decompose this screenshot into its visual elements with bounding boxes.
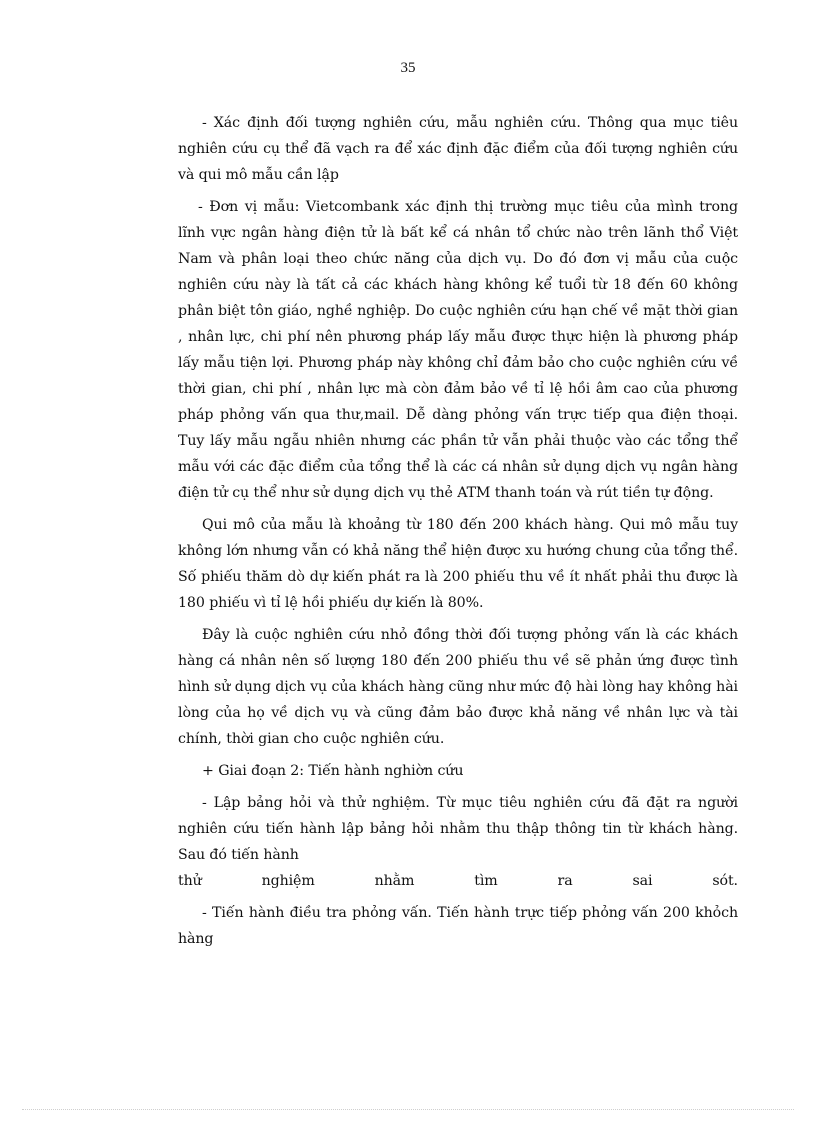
tail-word: sót. xyxy=(712,873,738,889)
page-bottom-divider xyxy=(22,1109,794,1110)
paragraph-sample-unit: - Đơn vị mẫu: Vietcombank xác định thị trường mục tiêu của mình trong lĩnh vực ngân hàng điện tử là bất kể cá nhân tổ chức nào trên lãnh thổ Việt Nam và phân loại theo chức năng của dịch vụ. Do đó đơn vị mẫu của cuộc nghiên cứu này là tất cả các khách hàng không kể tuổi từ 18 đến 60 không phân biệt tôn giáo, nghề nghiệp. Do cuộc nghiên cứu hạn chế về mặt thời gian , nhân lực, chi phí nên phương pháp lấy mẫu được thực hiện là phương pháp lấy mẫu tiện lợi. Phương pháp này không chỉ đảm bảo cho cuộc nghiên cứu về thời gian, chi phí , nhân lực mà còn đảm bảo về tỉ lệ hồi âm cao của phương pháp phỏng vấn qua thư,mail. Dễ dàng phỏng vấn trực tiếp qua điện thoại. Tuy lấy mẫu ngẫu nhiên nhưng các phần tử vẫn phải thuộc vào các tổng thể mẫu với các đặc điểm của tổng thể là các cá nhân sử dụng dịch vụ ngân hàng điện tử cụ thể như sử dụng dịch vụ thẻ ATM thanh toán và rút tiền tự động. xyxy=(178,199,738,501)
paragraph-interview: - Tiến hành điều tra phỏng vấn. Tiến hành trực tiếp phỏng vấn 200 khỏch hàng xyxy=(178,905,738,947)
paragraph-stage-2-heading: + Giai đoạn 2: Tiến hành nghiờn cứu xyxy=(202,763,464,779)
document-body xyxy=(178,110,738,958)
paragraph-scope: Đây là cuộc nghiên cứu nhỏ đồng thời đối tượng phỏng vấn là các khách hàng cá nhân nên số lượng 180 đến 200 phiếu thu về sẽ phản ứng được tình hình sử dụng dịch vụ của khách hàng cũng như mức độ hài lòng hay không hài lòng của họ về dịch vụ và cũng đảm bảo được khả năng về nhân lực và tài chính, thời gian cho cuộc nghiên cứu. xyxy=(178,627,738,747)
paragraph-sample-size: Qui mô của mẫu là khoảng từ 180 đến 200 khách hàng. Qui mô mẫu tuy không lớn nhưng vẫn có khả năng thể hiện được xu hướng chung của tổng thể. Số phiếu thăm dò dự kiến phát ra là 200 phiếu thu về ít nhất phải thu được là 180 phiếu vì tỉ lệ hồi phiếu dự kiến là 80%. xyxy=(178,517,738,611)
page-number: 35 xyxy=(400,60,416,76)
tail-word: nhằm xyxy=(374,873,415,889)
tail-word: sai xyxy=(632,873,653,889)
tail-word: nghiệm xyxy=(261,873,315,889)
paragraph-questionnaire: - Lập bảng hỏi và thử nghiệm. Từ mục tiêu nghiên cứu đã đặt ra người nghiên cứu tiến hành lập bảng hỏi nhằm thu thập thông tin từ khách hàng. Sau đó tiến hành xyxy=(178,795,738,863)
tail-word: thử xyxy=(178,873,202,889)
tail-word: ra xyxy=(557,873,573,889)
paragraph-questionnaire-tail xyxy=(178,868,738,894)
tail-word: tìm xyxy=(474,873,498,889)
paragraph-sample-object: - Xác định đối tượng nghiên cứu, mẫu nghiên cứu. Thông qua mục tiêu nghiên cứu cụ thể đã vạch ra để xác định đặc điểm của đối tượng nghiên cứu và qui mô mẫu cần lập xyxy=(178,115,738,183)
